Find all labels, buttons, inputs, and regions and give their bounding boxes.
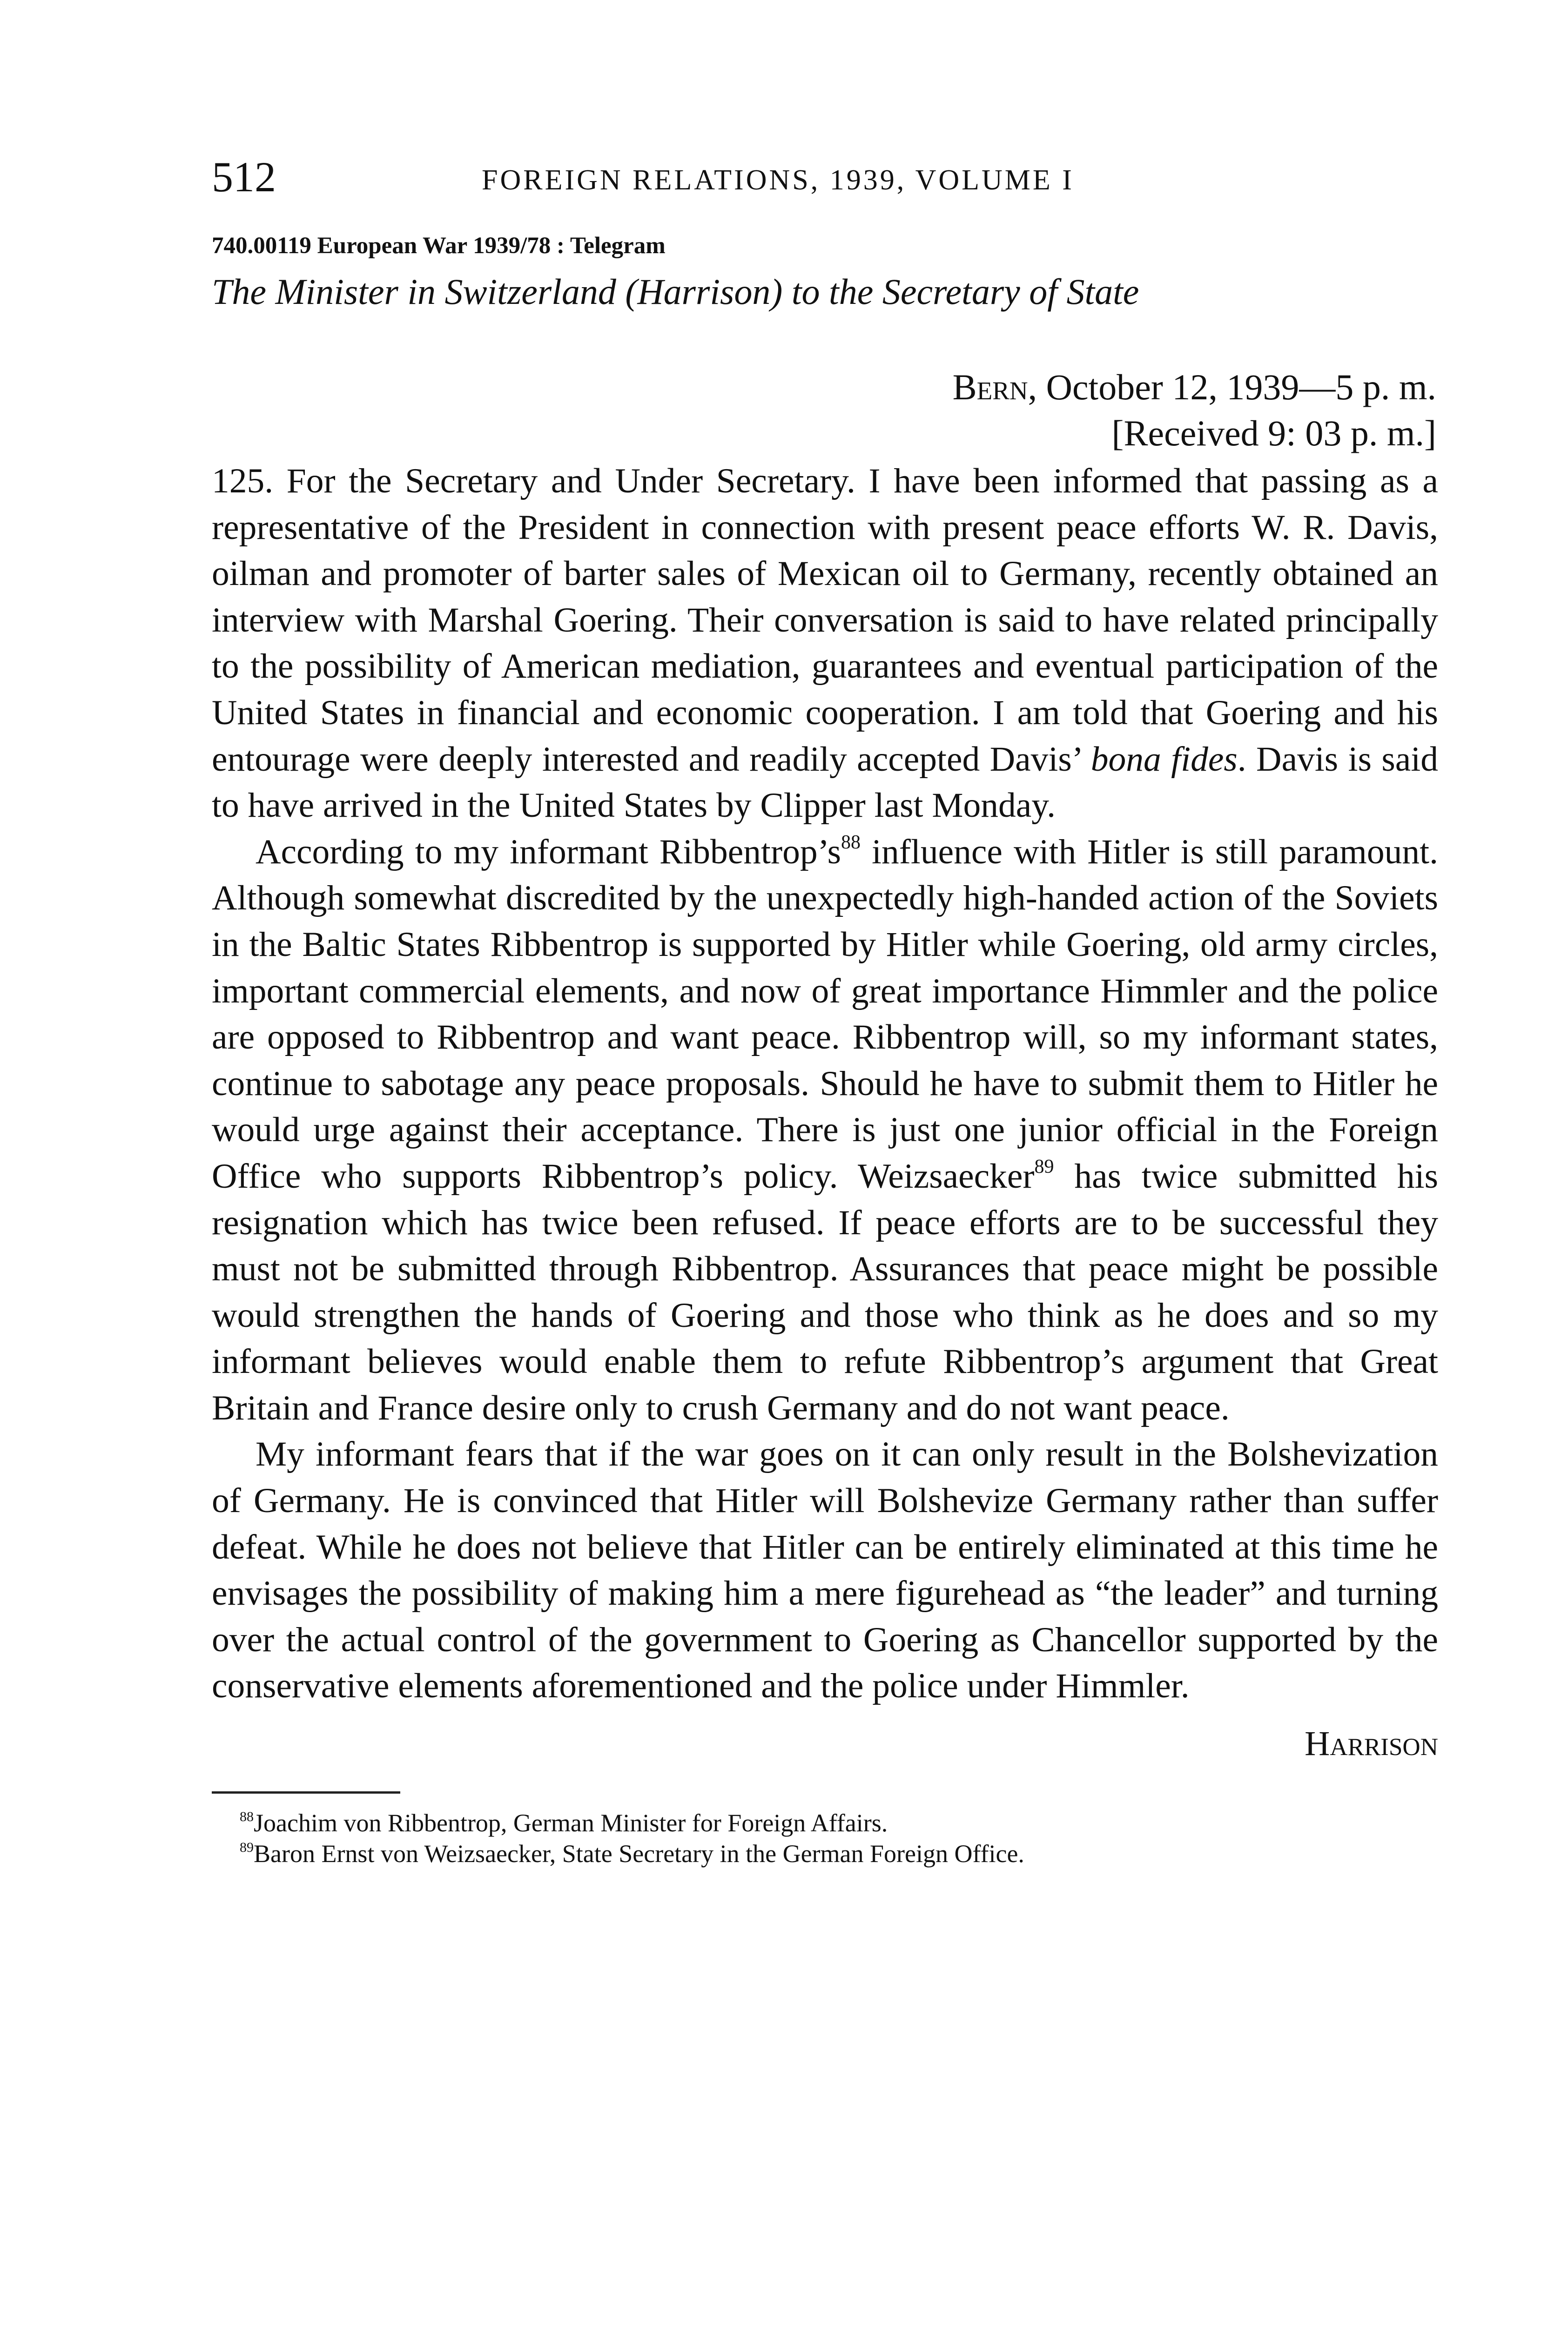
signature: Harrison	[1305, 1724, 1438, 1763]
paragraph-text: My informant fears that if the war goes on it can only result in the Bolshevization of Germany. He is convinced that Hitler will Bolshevize Germany rather than suffer defeat. While he does not believe that Hitler can be entirely eliminated at this time he envisages the possibility of making him a mere figurehead as “the leader” and turning over the actual control of the government to Goering as Chancellor supported by the conservative elements aforementioned and the police under Himmler.	[212, 1435, 1438, 1706]
running-head	[212, 154, 1438, 205]
paragraph-text: influence with Hitler is still paramount. Although somewhat discredited by the unexpectedly high-handed action of the Soviets in the Baltic States Ribbentrop is supported by Hitler while Goering, old army circles, important commercial elements, and now of great importance Himmler and the police are opposed to Ribbentrop and want peace. Ribbentrop will, so my informant states, continue to sabotage any peace proposals. Should he have to submit them to Hitler he would urge against their acceptance. There is just one junior official in the Foreign Office who supports Ribbentrop’s policy. Weizsaecker	[212, 832, 1439, 1196]
footnote-reference: 89	[1034, 1156, 1054, 1177]
page-number: 512	[212, 153, 276, 201]
footnote-marker: 88	[240, 1809, 254, 1825]
footnote-text: Baron Ernst von Weizsaecker, State Secretary in the German Foreign Office.	[254, 1840, 1024, 1868]
footnote	[212, 1838, 1438, 1869]
footnote-text: Joachim von Ribbentrop, German Minister for Foreign Affairs.	[254, 1809, 888, 1837]
dateline-date: , October 12, 1939—5 p. m.	[1028, 367, 1436, 407]
footnote-marker: 89	[240, 1840, 254, 1856]
dateline-sent	[212, 364, 1436, 410]
footnote-divider	[212, 1791, 400, 1794]
file-reference: 740.00119 European War 1939/78 : Telegram	[212, 233, 666, 259]
italic-phrase: bona fides	[1090, 740, 1238, 779]
body-paragraph	[212, 1431, 1438, 1709]
footnote-reference: 88	[841, 831, 861, 853]
paragraph-text: 125. For the Secretary and Under Secretary. I have been informed that passing as a representative of the President in connection with present peace efforts W. R. Davis, oilman and promoter of barter sales of Mexican oil to Germany, recently obtained an interview with Marshal Goering. Their conversation is said to have related principally to the possibility of American mediation, guarantees and eventual participation of the United States in financial and economic cooperation. I am told that Goering and his entourage were deeply interested and readily accepted Davis’	[212, 462, 1438, 779]
document-page	[212, 154, 1438, 1869]
dateline-place: Bern	[952, 367, 1028, 407]
footnotes	[212, 1808, 1438, 1869]
document-title: The Minister in Switzerland (Harrison) to the Secretary of State	[212, 271, 1139, 312]
footnote	[212, 1808, 1438, 1838]
telegram-body	[212, 458, 1438, 1709]
running-title: FOREIGN RELATIONS, 1939, VOLUME I	[482, 164, 1074, 196]
paragraph-text: has twice submitted his resignation which has twice been refused. If peace efforts are to be successful they must not be submitted through Ribbentrop. Assurances that peace might be possible would strengthen the hands of Goering and those who think as he does and so my informant believes would enable them to refute Ribbentrop’s argument that Great Britain and France desire only to crush Germany and do not want peace.	[212, 1157, 1438, 1427]
body-paragraph	[212, 829, 1438, 1432]
body-paragraph	[212, 458, 1438, 829]
paragraph-text: . Davis is said to have arrived in the United States by Clipper last Monday.	[212, 740, 1438, 825]
dateline-received: [Received 9: 03 p. m.]	[1111, 413, 1436, 453]
dateline	[212, 364, 1438, 456]
paragraph-text: According to my informant Ribbentrop’s	[256, 832, 841, 871]
